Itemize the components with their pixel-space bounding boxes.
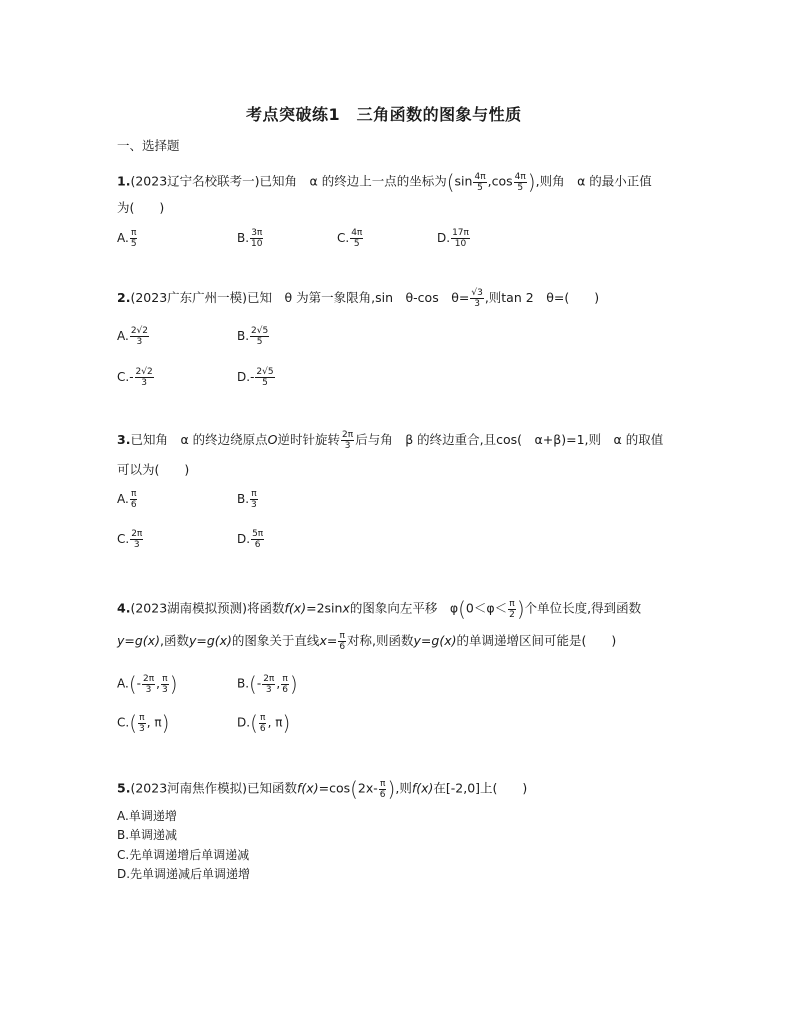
question-text: =2sin <box>306 600 343 616</box>
question-text: (2023辽宁名校联考一)已知角 α 的终边上一点的坐标为 <box>130 173 447 189</box>
option-d: D.- $\frac{2√5}{5}$ <box>237 367 274 388</box>
question-1-line-1: 1.(2023辽宁名校联考一)已知角 α 的终边上一点的坐标为(sin $\frac{4\pi}{5}$ ,cos $\frac{4\pi}{5}$ ),则角 α 的最小正值 <box>117 170 652 194</box>
question-text: 后与角 β 的终边重合,且cos( α+β)=1,则 α 的取值 <box>355 432 664 447</box>
question-text: (2023广东广州一模)已知 θ 为第一象限角,sin θ-cos θ= <box>130 290 470 305</box>
question-text: =cos <box>318 780 351 796</box>
question-text: ,则tan 2 θ=( ) <box>484 290 600 305</box>
option-a: A.单调递增 <box>117 809 177 823</box>
question-1-line-2: 为( ) <box>117 200 165 215</box>
math-fx: f(x) <box>411 780 434 796</box>
option-c: C.( $\frac{\pi}{3}$ , π) <box>117 711 170 735</box>
option-b: B.(- $\frac{2\pi}{3}$ , $\frac{\pi}{6}$ ) <box>237 672 298 696</box>
question-4-line-2: y=g(x),函数y=g(x)的图象关于直线x= $\frac{\pi}{6}$ 对称,则函数y=g(x)的单调递增区间可能是( ) <box>117 631 617 652</box>
question-3-line-1 <box>117 430 663 451</box>
option-d: D. $\frac{17\pi}{10}$ <box>437 228 469 249</box>
math-cos: ,cos <box>487 173 513 189</box>
question-2-line-1 <box>117 288 599 309</box>
math-sin: sin <box>454 173 473 189</box>
option-b: B. $\frac{\pi}{3}$ <box>237 489 257 510</box>
question-3-line-2: 可以为( ) <box>117 462 190 477</box>
math-inner: 2x- <box>357 780 378 796</box>
option-d: D. $\frac{5\pi}{6}$ <box>237 529 264 550</box>
fraction: $\frac{\pi}{6}$ <box>339 631 346 652</box>
question-number: 5. <box>117 780 131 796</box>
option-c: C. $\frac{2\pi}{3}$ <box>117 529 143 550</box>
fraction: $\frac{\pi}{2}$ <box>509 598 515 620</box>
fraction: $\frac{4\pi}{5}$ <box>474 171 486 193</box>
option-a: A. $\frac{\pi}{5}$ <box>117 228 137 249</box>
option-b: B.单调递减 <box>117 828 178 842</box>
section-heading: 一、选择题 <box>117 138 180 153</box>
math-x: x <box>342 600 350 616</box>
option-b: B. $\frac{2√5}{5}$ <box>237 326 269 347</box>
option-a: A. $\frac{2√2}{3}$ <box>117 326 148 347</box>
question-text: 的图象向左平移 φ <box>349 600 459 616</box>
question-text: (2023湖南模拟预测)将函数 <box>130 600 285 616</box>
page-title: 考点突破练1 三角函数的图象与性质 <box>246 105 522 124</box>
question-4-line-1: 4.(2023湖南模拟预测)将函数f(x)=2sinx的图象向左平移 φ(0＜φ＜ $\frac{\pi}{2}$ )个单位长度,得到函数 <box>117 597 642 621</box>
question-text: 已知角 α 的终边绕原点 <box>130 432 268 447</box>
option-c: C. $\frac{4\pi}{5}$ <box>337 228 363 249</box>
option-a: A. $\frac{\pi}{6}$ <box>117 489 137 510</box>
question-5-line-1: 5.(2023河南焦作模拟)已知函数f(x)=cos(2x- $\frac{\pi}{6}$ ),则f(x)在[-2,0]上( ) <box>117 777 528 801</box>
fraction: $\frac{\pi}{6}$ <box>379 778 386 800</box>
fraction: $\frac{√3}{3}$ <box>471 288 483 309</box>
question-number: 4. <box>117 600 131 616</box>
question-text: 逆时针旋转 <box>277 432 341 447</box>
option-d: D.先单调递减后单调递增 <box>117 867 251 881</box>
condition: 0＜φ＜ <box>465 600 508 616</box>
fraction: $\frac{4\pi}{5}$ <box>514 171 526 193</box>
question-text: 在[-2,0]上( ) <box>433 780 528 796</box>
question-text: 个单位长度,得到函数 <box>524 600 642 616</box>
question-number: 3. <box>117 432 131 447</box>
option-a: A.(- $\frac{2\pi}{3}$ , $\frac{\pi}{3}$ ) <box>117 672 178 696</box>
fraction: $\frac{2\pi}{3}$ <box>342 430 354 451</box>
point-o: O <box>267 432 278 447</box>
question-text: (2023河南焦作模拟)已知函数 <box>130 780 298 796</box>
question-text: ,则角 α 的最小正值 <box>535 173 652 189</box>
question-number: 1. <box>117 173 131 189</box>
option-c: C.- $\frac{2√2}{3}$ <box>117 367 153 388</box>
math-fx: f(x) <box>297 780 319 796</box>
math-fx: f(x) <box>284 600 307 616</box>
option-c: C.先单调递增后单调递减 <box>117 848 250 862</box>
option-d: D.( $\frac{\pi}{6}$ , π) <box>237 711 291 735</box>
option-b: B. $\frac{3\pi}{10}$ <box>237 228 263 249</box>
question-number: 2. <box>117 290 131 305</box>
question-text: ,则 <box>395 780 412 796</box>
